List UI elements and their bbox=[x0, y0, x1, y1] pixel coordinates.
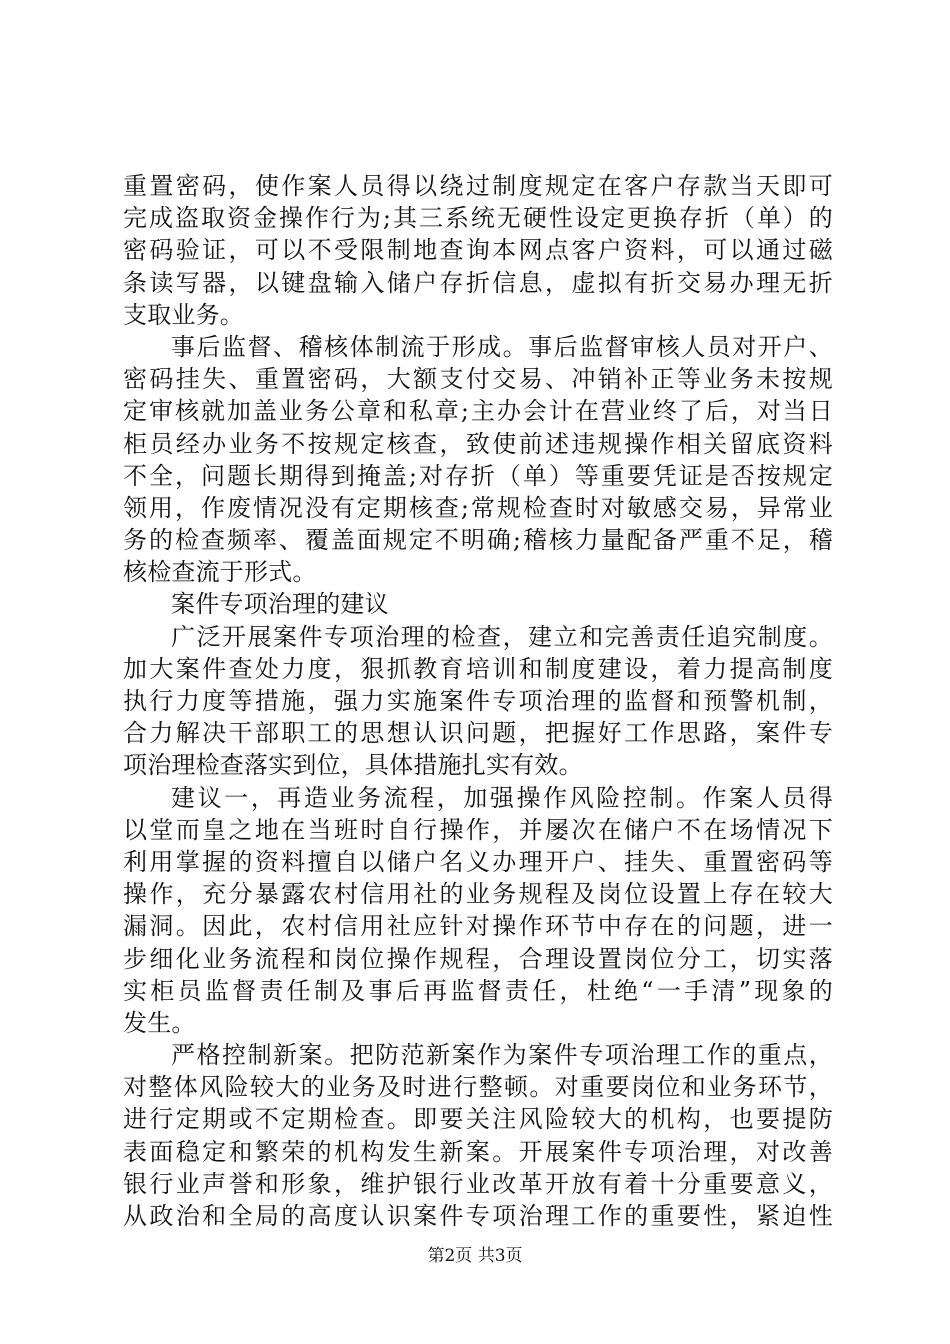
page-footer bbox=[0, 1245, 950, 1267]
text-line: 发生。 bbox=[123, 1008, 196, 1037]
text-line: 以堂而皇之地在当班时自行操作，并屡次在储户不在场情况下 bbox=[123, 815, 833, 844]
text-line: 从政治和全局的高度认识案件专项治理工作的重要性，紧迫性 bbox=[123, 1202, 833, 1230]
text-line: 领用，作废情况没有定期核查;常规检查时对敏感交易，异常业 bbox=[123, 493, 833, 522]
text-line: 实柜员监督责任制及事后再监督责任，杜绝“一手清”现象的 bbox=[123, 976, 833, 1005]
text-line: 核检查流于形式。 bbox=[123, 558, 317, 587]
document-body bbox=[123, 170, 833, 1232]
text-line: 条读写器，以键盘输入储户存折信息，虚拟有折交易办理无折 bbox=[123, 268, 833, 297]
text-line: 表面稳定和繁荣的机构发生新案。开展案件专项治理，对改善 bbox=[123, 1137, 833, 1166]
text-line: 加大案件查处力度，狠抓教育培训和制度建设，着力提高制度 bbox=[123, 654, 833, 683]
text-line: 不全，问题长期得到掩盖;对存折（单）等重要凭证是否按规定 bbox=[123, 461, 833, 490]
text-line: 对整体风险较大的业务及时进行整顿。对重要岗位和业务环节， bbox=[123, 1073, 833, 1102]
text-line: 务的检查频率、覆盖面规定不明确;稽核力量配备严重不足，稽 bbox=[123, 526, 833, 555]
paragraph-start-line: 广泛开展案件专项治理的检查，建立和完善责任追究制度。 bbox=[171, 622, 833, 651]
text-line: 步细化业务流程和岗位操作规程，合理设置岗位分工，切实落 bbox=[123, 944, 833, 973]
text-line: 定审核就加盖业务公章和私章;主办会计在营业终了后，对当日 bbox=[123, 397, 833, 426]
text-line: 完成盗取资金操作行为;其三系统无硬性设定更换存折（单）的 bbox=[123, 204, 833, 233]
paragraph-start-line: 严格控制新案。把防范新案作为案件专项治理工作的重点， bbox=[171, 1041, 833, 1070]
text-line: 合力解决干部职工的思想认识问题，把握好工作思路，案件专 bbox=[123, 719, 833, 748]
text-line: 漏洞。因此，农村信用社应针对操作环节中存在的问题，进一 bbox=[123, 912, 833, 941]
text-line: 项治理检查落实到位，具体措施扎实有效。 bbox=[123, 751, 583, 780]
paragraph-start-line: 事后监督、稽核体制流于形成。事后监督审核人员对开户、 bbox=[171, 332, 833, 361]
text-line: 密码挂失、重置密码，大额支付交易、冲销补正等业务未按规 bbox=[123, 365, 833, 394]
text-line: 柜员经办业务不按规定核查，致使前述违规操作相关留底资料 bbox=[123, 429, 833, 458]
section-heading: 案件专项治理的建议 bbox=[171, 590, 389, 619]
text-line: 重置密码，使作案人员得以绕过制度规定在客户存款当天即可 bbox=[123, 172, 833, 200]
text-line: 执行力度等措施，强力实施案件专项治理的监督和预警机制， bbox=[123, 687, 833, 715]
text-line: 进行定期或不定期检查。即要关注风险较大的机构，也要提防 bbox=[123, 1105, 833, 1134]
paragraph-start-line: 建议一，再造业务流程，加强操作风险控制。作案人员得 bbox=[171, 783, 833, 812]
text-line: 支取业务。 bbox=[123, 300, 244, 329]
page-number-label: 第2页 共3页 bbox=[427, 1246, 523, 1266]
text-line: 密码验证，可以不受限制地查询本网点客户资料，可以通过磁 bbox=[123, 236, 833, 265]
text-line: 银行业声誉和形象，维护银行业改革开放有着十分重要意义， bbox=[123, 1169, 833, 1198]
text-line: 利用掌握的资料擅自以储户名义办理开户、挂失、重置密码等 bbox=[123, 847, 833, 876]
text-line: 操作，充分暴露农村信用社的业务规程及岗位设置上存在较大 bbox=[123, 880, 833, 909]
